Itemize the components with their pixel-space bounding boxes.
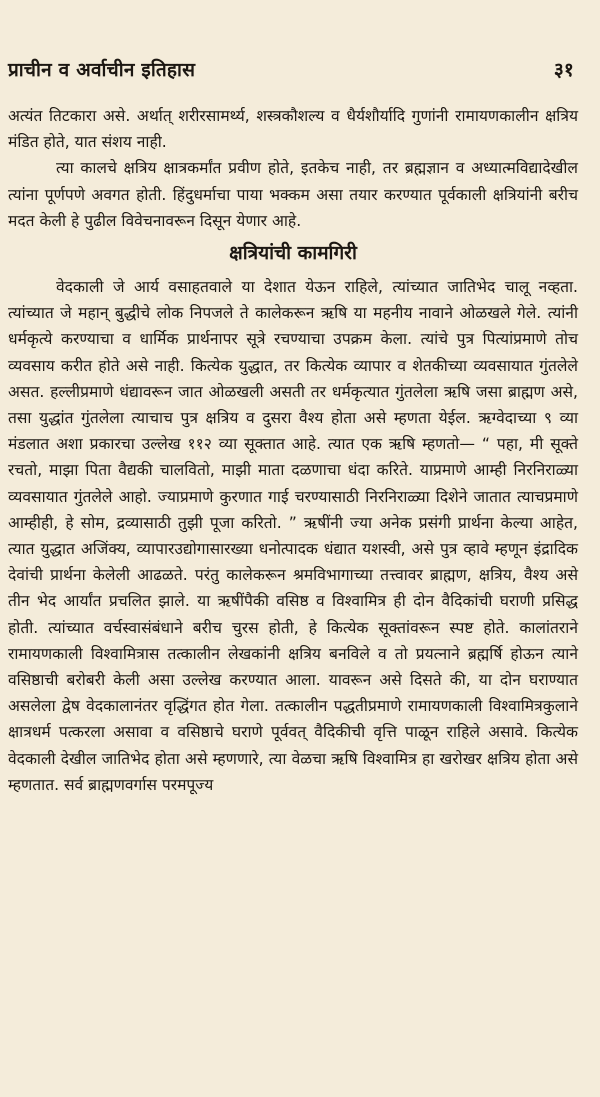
paragraph-vedic-period: वेदकाली जे आर्य वसाहतवाले या देशात येऊन राहिले, त्यांच्यात जातिभेद चालू नव्हता. त्यांच्यात जे महान् बुद्धीचे लोक निपजले ते कालेकरून ऋषि या महनीय नावाने ओळखले गेले. त्यांनी धर्मकृत्ये करण्याचा व धार्मिक प्रार्थनापर सूत्रे रचण्याचा उपक्रम केला. त्यांचे पुत्र पित्यांप्रमाणे तोच व्यवसाय करीत होते असे नाही. कित्येक युद्धात, तर कित्येक व्यापार व शेतकीच्या व्यवसायात गुंतलेले असत. हल्लीप्रमाणे धंद्यावरून जात ओळखली असती तर धर्मकृत्यात गुंतलेला ऋषि जसा ब्राह्मण असे, तसा युद्धांत गुंतलेला त्याचाच पुत्र क्षत्रिय व दुसरा वैश्य होता असे म्हणता येईल. ऋग्वेदाच्या ९ व्या मंडलात अशा प्रकारचा उल्लेख ११२ व्या सूक्तात आहे. त्यात एक ऋषि म्हणतो— “ पहा, मी सूक्ते रचतो, माझा पिता वैद्यकी चालवितो, माझी माता दळणाचा धंदा करिते. याप्रमाणे आम्ही निरनिराळ्या व्यवसायात गुंतलेले आहो. ज्याप्रमाणे कुरणात गाई चरण्यासाठी निरनिराळ्या दिशेने जातात त्याचप्रमाणे आम्हीही, हे सोम, द्रव्यासाठी तुझी पूजा करितो. ” ऋषींनी ज्या अनेक प्रसंगी प्रार्थना केल्या आहेत, त्यात युद्धात अजिंक्य, व्यापारउद्योगासारख्या धनोत्पादक धंद्यात यशस्वी, असे पुत्र व्हावे म्हणून इंद्रादिक देवांची प्रार्थना केलेली आढळते. परंतु कालेकरून श्रमविभागाच्या तत्त्वावर ब्राह्मण, क्षत्रिय, वैश्य असे तीन भेद आर्यांत प्रचलित झाले. या ऋषींपैकी वसिष्ठ व विश्वामित्र ही दोन वैदिकांची घराणी प्रसिद्ध होती. त्यांच्यात वर्चस्वासंबंधाने बरीच चुरस होती, हे कित्येक सूक्तांवरून स्पष्ट होते. कालांतराने रामायणकाली विश्वामित्रास तत्कालीन लेखकांनी क्षत्रिय बनविले व तो प्रयत्नाने ब्रह्मर्षि होऊन त्याने वसिष्ठाची बरोबरी केली असा उल्लेख करण्यात आला. यावरून असे दिसते की, या दोन घराण्यात असलेला द्वेष वेदकालानंतर वृद्धिंगत होत गेला. तत्कालीन पद्धतीप्रमाणे रामायणकाली विश्वामित्रकुलाने क्षात्रधर्म पत्करला असावा व वसिष्ठाचे घराणे पूर्ववत् वैदिकीची वृत्ति पाळून राहिले असावे. कित्येक वेदकाली देखील जातिभेद होता असे म्हणणारे, त्या वेळचा ऋषि विश्वामित्र हा खरोखर क्षत्रिय होता असे म्हणतात. सर्व ब्राह्मणवर्गास परमपूज्य xyxy=(8,278,578,794)
running-header xyxy=(8,56,574,82)
book-title: प्राचीन व अर्वाचीन इतिहास xyxy=(8,59,196,81)
body-text xyxy=(8,103,578,798)
paragraph-kshatriya-skills: त्या कालचे क्षत्रिय क्षात्रकर्मांत प्रवीण होते, इतकेच नाही, तर ब्रह्मज्ञान व अध्यात्मविद्यादेखील त्यांना पूर्णपणे अवगत होती. हिंदुधर्माचा पाया भक्कम असा तयार करण्यात पूर्वकाली क्षत्रियांनी बरीच मदत केली हे पुढील विवेचनावरून दिसून येणार आहे. xyxy=(8,159,578,230)
page-number: ३१ xyxy=(553,59,574,81)
section-heading: क्षत्रियांची कामगिरी xyxy=(229,242,357,265)
paragraph-continued: अत्यंत तिटकारा असे. अर्थात् शरीरसामर्थ्य, शस्त्रकौशल्य व धैर्यशौर्यादि गुणांनी रामायणकालीन क्षत्रिय मंडित होते, यात संशय नाही. xyxy=(8,107,578,152)
